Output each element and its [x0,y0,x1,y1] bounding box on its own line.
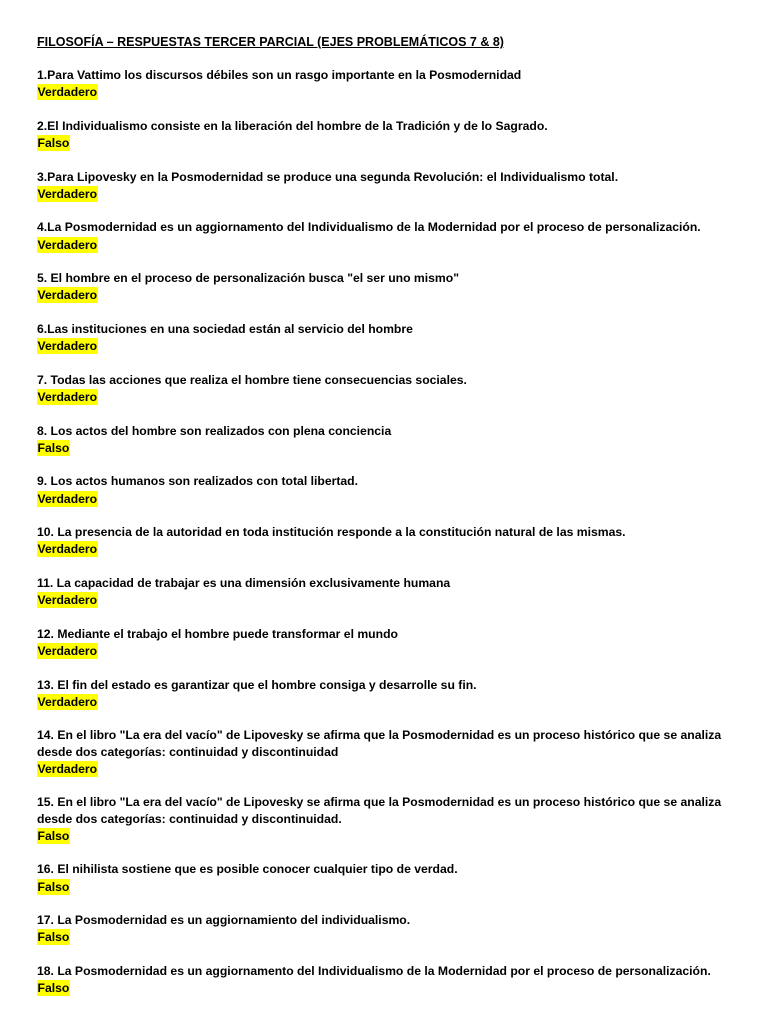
question-text: 7. Todas las acciones que realiza el hombre tiene consecuencias sociales. [37,372,467,387]
list-item [37,219,737,253]
answer-highlight: Falso [37,879,70,894]
answer-highlight: Verdadero [37,643,98,658]
answer-highlight: Verdadero [37,237,98,252]
answer-highlight: Verdadero [37,694,98,709]
list-item [37,118,737,152]
question-text: 9. Los actos humanos son realizados con total libertad. [37,474,359,489]
list-item [37,423,737,457]
question-text: 4.La Posmodernidad es un aggiornamento del Individualismo de la Modernidad por el proceso de personalización. [37,220,701,235]
list-item [37,270,737,304]
answer-highlight: Verdadero [37,389,98,404]
list-item [37,575,737,609]
answer-highlight: Falso [37,930,70,945]
list-item [37,861,737,895]
answer-highlight: Verdadero [37,542,98,557]
question-text: 17. La Posmodernidad es un aggiornamiento del individualismo. [37,913,411,928]
list-item [37,169,737,203]
list-item [37,912,737,946]
question-text: 2.El Individualismo consiste en la liberación del hombre de la Tradición y de lo Sagrado. [37,118,548,133]
answer-highlight: Verdadero [37,288,98,303]
document-title: FILOSOFÍA – RESPUESTAS TERCER PARCIAL (EJES PROBLEMÁTICOS 7 & 8) [37,35,504,49]
document-page [37,34,737,1014]
question-text: 15. En el libro "La era del vacío" de Lipovesky se afirma que la Posmodernidad es un proceso histórico que se analiza desde dos categorías: continuidad y discontinuidad. [37,795,722,826]
list-item [37,321,737,355]
question-text: 3.Para Lipovesky en la Posmodernidad se produce una segunda Revolución: el Individualismo total. [37,169,619,184]
answer-highlight: Falso [37,440,70,455]
answer-highlight: Verdadero [37,186,98,201]
list-item [37,626,737,660]
question-text: 12. Mediante el trabajo el hombre puede transformar el mundo [37,626,398,641]
question-text: 1.Para Vattimo los discursos débiles son un rasgo importante en la Posmodernidad [37,68,522,82]
question-text: 8. Los actos del hombre son realizados con plena conciencia [37,423,392,438]
list-item [37,524,737,558]
list-item [37,963,737,997]
answer-highlight: Verdadero [37,85,98,100]
question-list [37,67,737,997]
answer-highlight: Falso [37,136,70,150]
list-item [37,473,737,507]
question-text: 10. La presencia de la autoridad en toda institución responde a la constitución natural de las mismas. [37,525,626,540]
list-item [37,727,737,777]
answer-highlight: Falso [37,828,70,843]
question-text: 6.Las instituciones en una sociedad están al servicio del hombre [37,321,413,336]
list-item [37,372,737,406]
answer-highlight: Verdadero [37,593,98,608]
list-item [37,67,737,101]
question-text: 16. El nihilista sostiene que es posible conocer cualquier tipo de verdad. [37,862,458,877]
question-text: 5. El hombre en el proceso de personalización busca "el ser uno mismo" [37,271,459,286]
question-text: 13. El fin del estado es garantizar que el hombre consiga y desarrolle su fin. [37,677,477,692]
answer-highlight: Verdadero [37,339,98,354]
question-text: 11. La capacidad de trabajar es una dimensión exclusivamente humana [37,575,451,590]
question-text: 14. En el libro "La era del vacío" de Lipovesky se afirma que la Posmodernidad es un proceso histórico que se analiza desde dos categorías: continuidad y discontinuidad [37,728,722,759]
list-item [37,794,737,844]
question-text: 18. La Posmodernidad es un aggiornamento del Individualismo de la Modernidad por el proceso de personalización. [37,963,711,978]
list-item [37,677,737,711]
answer-highlight: Verdadero [37,491,98,506]
answer-highlight: Verdadero [37,761,98,776]
answer-highlight: Falso [37,981,70,996]
